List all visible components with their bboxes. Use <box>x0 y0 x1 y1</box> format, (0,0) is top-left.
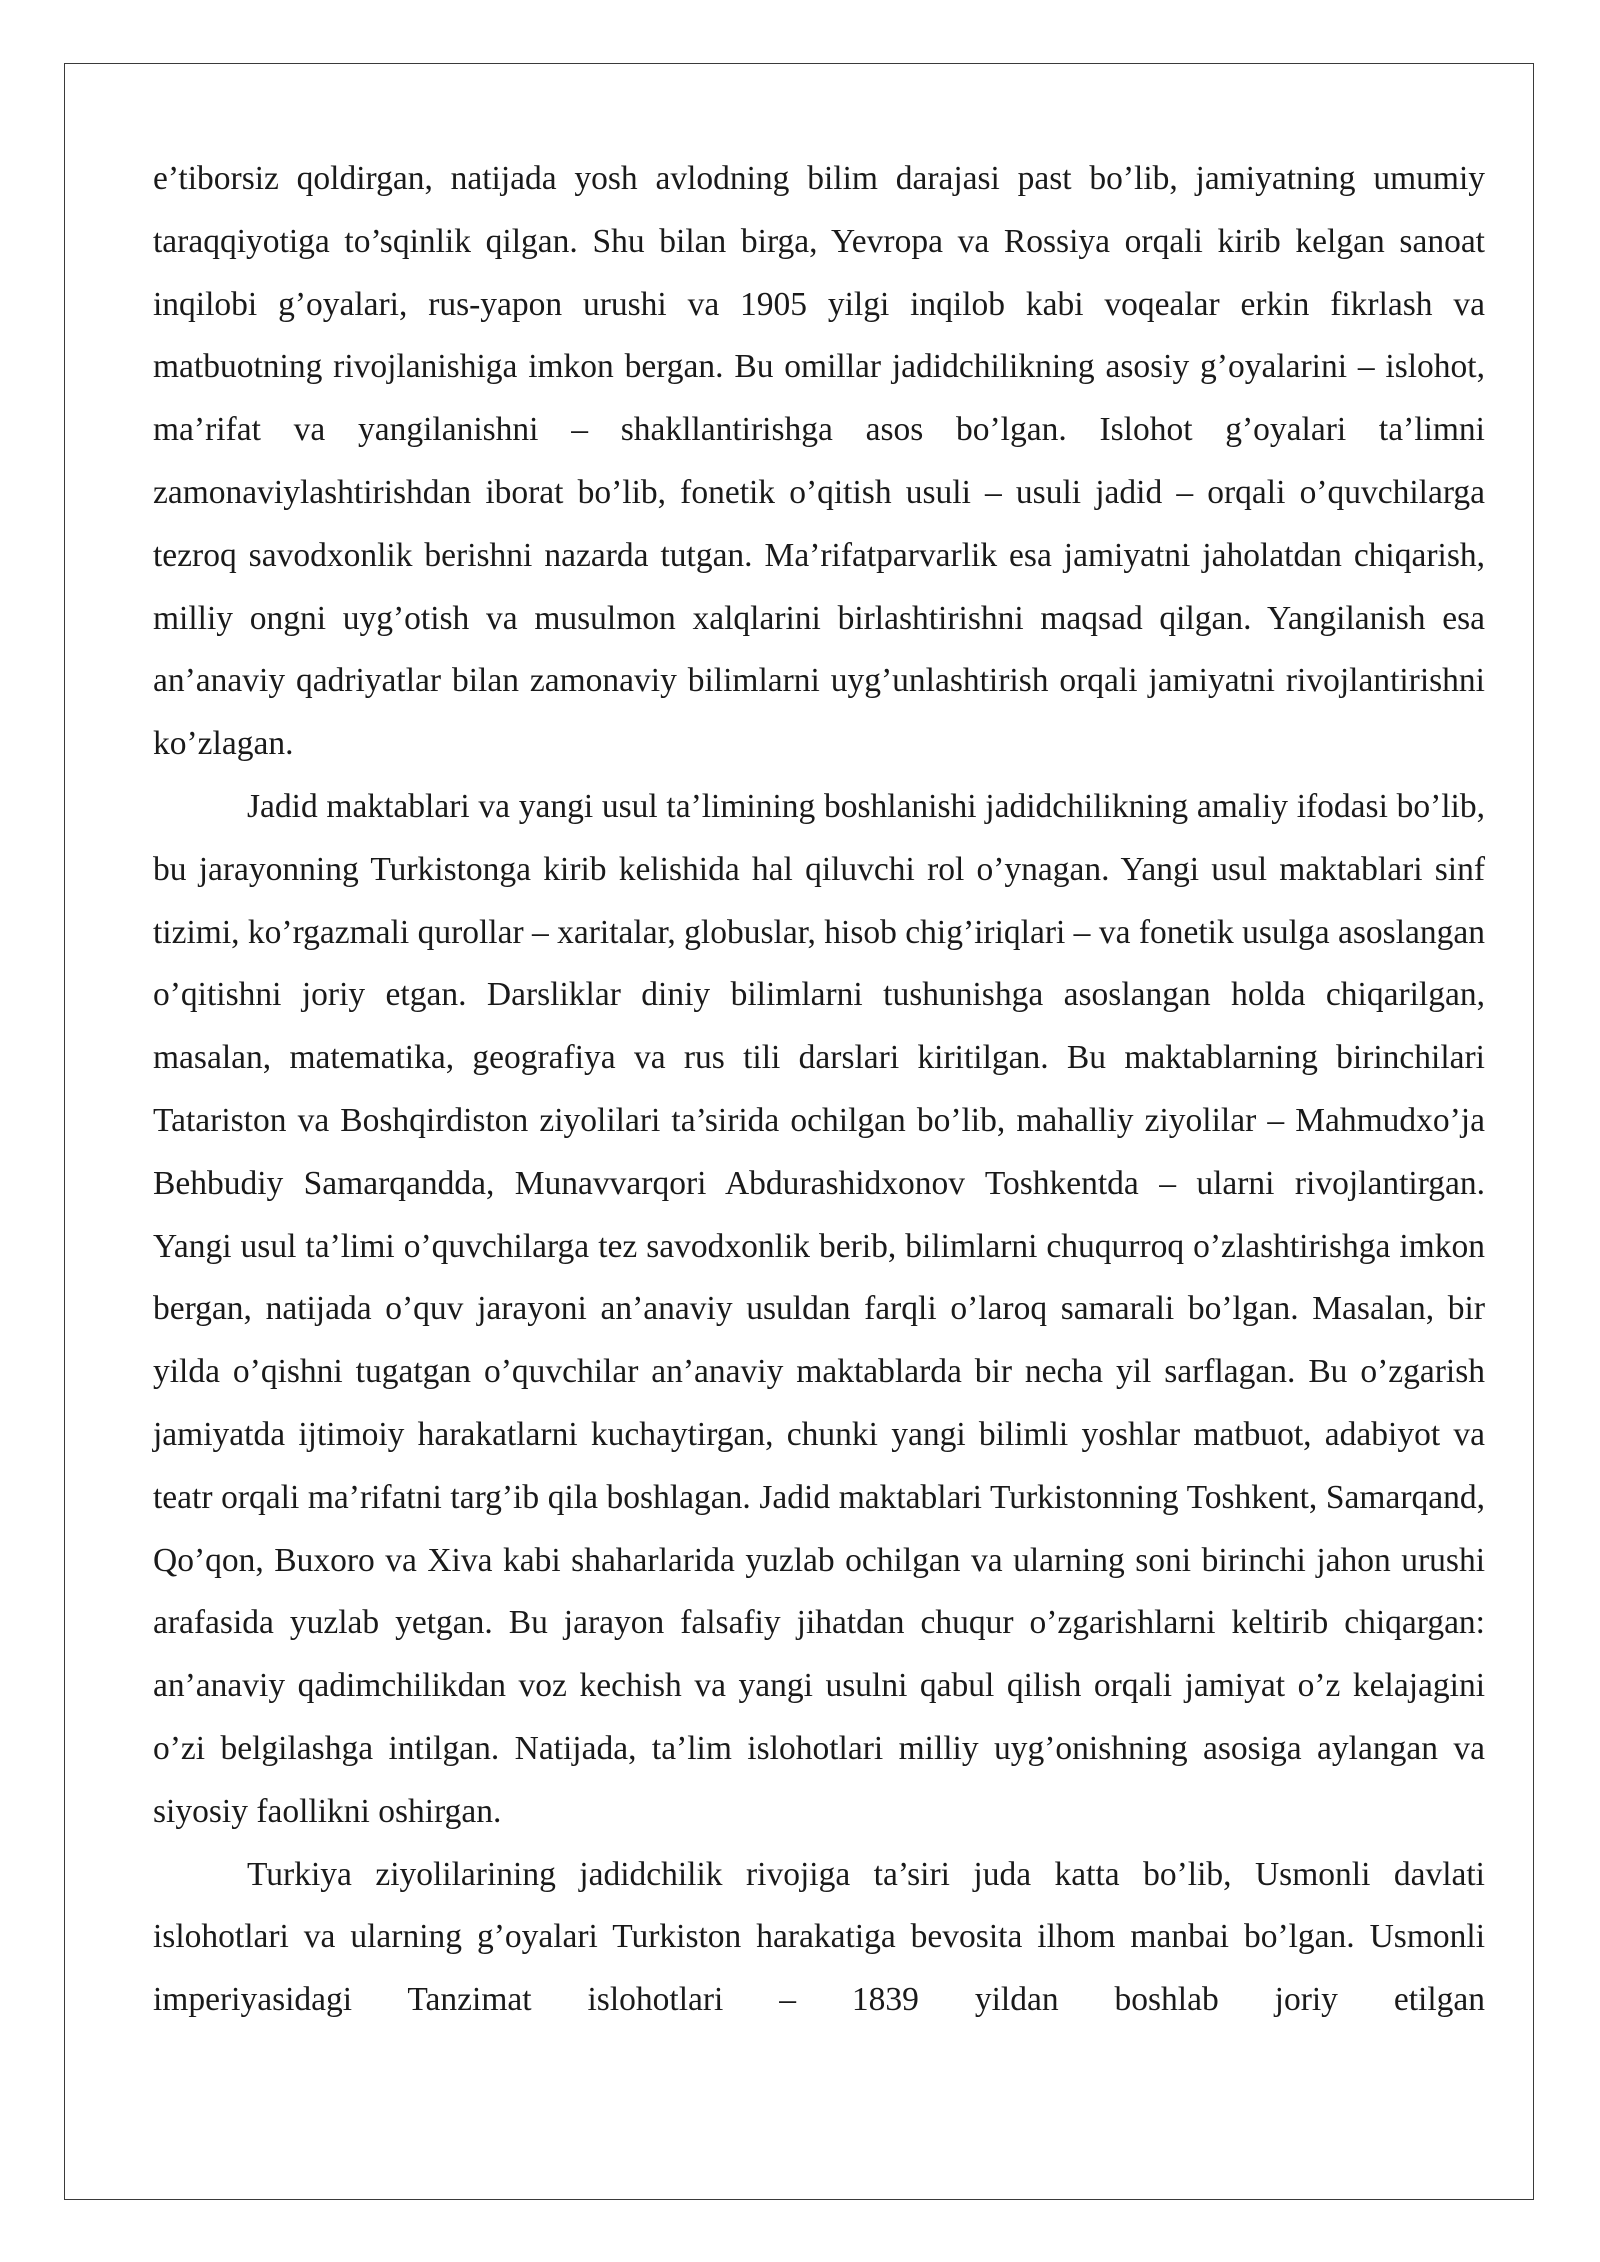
paragraph-2: Jadid maktablari va yangi usul ta’limining boshlanishi jadidchilikning amaliy ifodasi bo’lib, bu jarayonning Turkistonga kirib kelishida hal qiluvchi rol o’ynagan. Yangi usul maktablari sinf tizimi, ko’rgazmali qurollar – xaritalar, globuslar, hisob chig’iriqlari – va fonetik usulga asoslangan o’qitishni joriy etgan. Darsliklar diniy bilimlarni tushunishga asoslangan holda chiqarilgan, masalan, matematika, geografiya va rus tili darslari kiritilgan. Bu maktablarning birinchilari Tatariston va Boshqirdiston ziyolilari ta’sirida ochilgan bo’lib, mahalliy ziyolilar – Mahmudxo’ja Behbudiy Samarqandda, Munavvarqori Abdurashidxonov Toshkentda – ularni rivojlantirgan. Yangi usul ta’limi o’quvchilarga tez savodxonlik berib, bilimlarni chuqurroq o’zlashtirishga imkon bergan, natijada o’quv jarayoni an’anaviy usuldan farqli o’laroq samarali bo’lgan. Masalan, bir yilda o’qishni tugatgan o’quvchilar an’anaviy maktablarda bir necha yil sarflagan. Bu o’zgarish jamiyatda ijtimoiy harakatlarni kuchaytirgan, chunki yangi bilimli yoshlar matbuot, adabiyot va teatr orqali ma’rifatni targ’ib qila boshlagan. Jadid maktablari Turkistonning Toshkent, Samarqand, Qo’qon, Buxoro va Xiva kabi shaharlarida yuzlab ochilgan va ularning soni birinchi jahon urushi arafasida yuzlab yetgan. Bu jarayon falsafiy jihatdan chuqur o’zgarishlarni keltirib chiqargan: an’anaviy qadimchilikdan voz kechish va yangi usulni qabul qilish orqali jamiyat o’z kelajagini o’zi belgilashga intilgan. Natijada, ta’lim islohotlari milliy uyg’onishning asosiga aylangan va siyosiy faollikni oshirgan. <box>153 787 1485 1830</box>
document-body <box>153 148 1485 2032</box>
paragraph-3: Turkiya ziyolilarining jadidchilik rivojiga ta’siri juda katta bo’lib, Usmonli davlati islohotlari va ularning g’oyalari Turkiston harakatiga bevosita ilhom manbai bo’lgan. Usmonli imperiyasidagi Tanzimat islohotlari – 1839 yildan boshlab joriy etilgan <box>153 1855 1485 2019</box>
paragraph-1: e’tiborsiz qoldirgan, natijada yosh avlodning bilim darajasi past bo’lib, jamiyatning umumiy taraqqiyotiga to’sqinlik qilgan. Shu bilan birga, Yevropa va Rossiya orqali kirib kelgan sanoat inqilobi g’oyalari, rus-yapon urushi va 1905 yilgi inqilob kabi voqealar erkin fikrlash va matbuotning rivojlanishiga imkon bergan. Bu omillar jadidchilikning asosiy g’oyalarini – islohot, ma’rifat va yangilanishni – shakllantirishga asos bo’lgan. Islohot g’oyalari ta’limni zamonaviylashtirishdan iborat bo’lib, fonetik o’qitish usuli – usuli jadid – orqali o’quvchilarga tezroq savodxonlik berishni nazarda tutgan. Ma’rifatparvarlik esa jamiyatni jaholatdan chiqarish, milliy ongni uyg’otish va musulmon xalqlarini birlashtirishni maqsad qilgan. Yangilanish esa an’anaviy qadriyatlar bilan zamonaviy bilimlarni uyg’unlashtirish orqali jamiyatni rivojlantirishni ko’zlagan. <box>153 160 1485 763</box>
